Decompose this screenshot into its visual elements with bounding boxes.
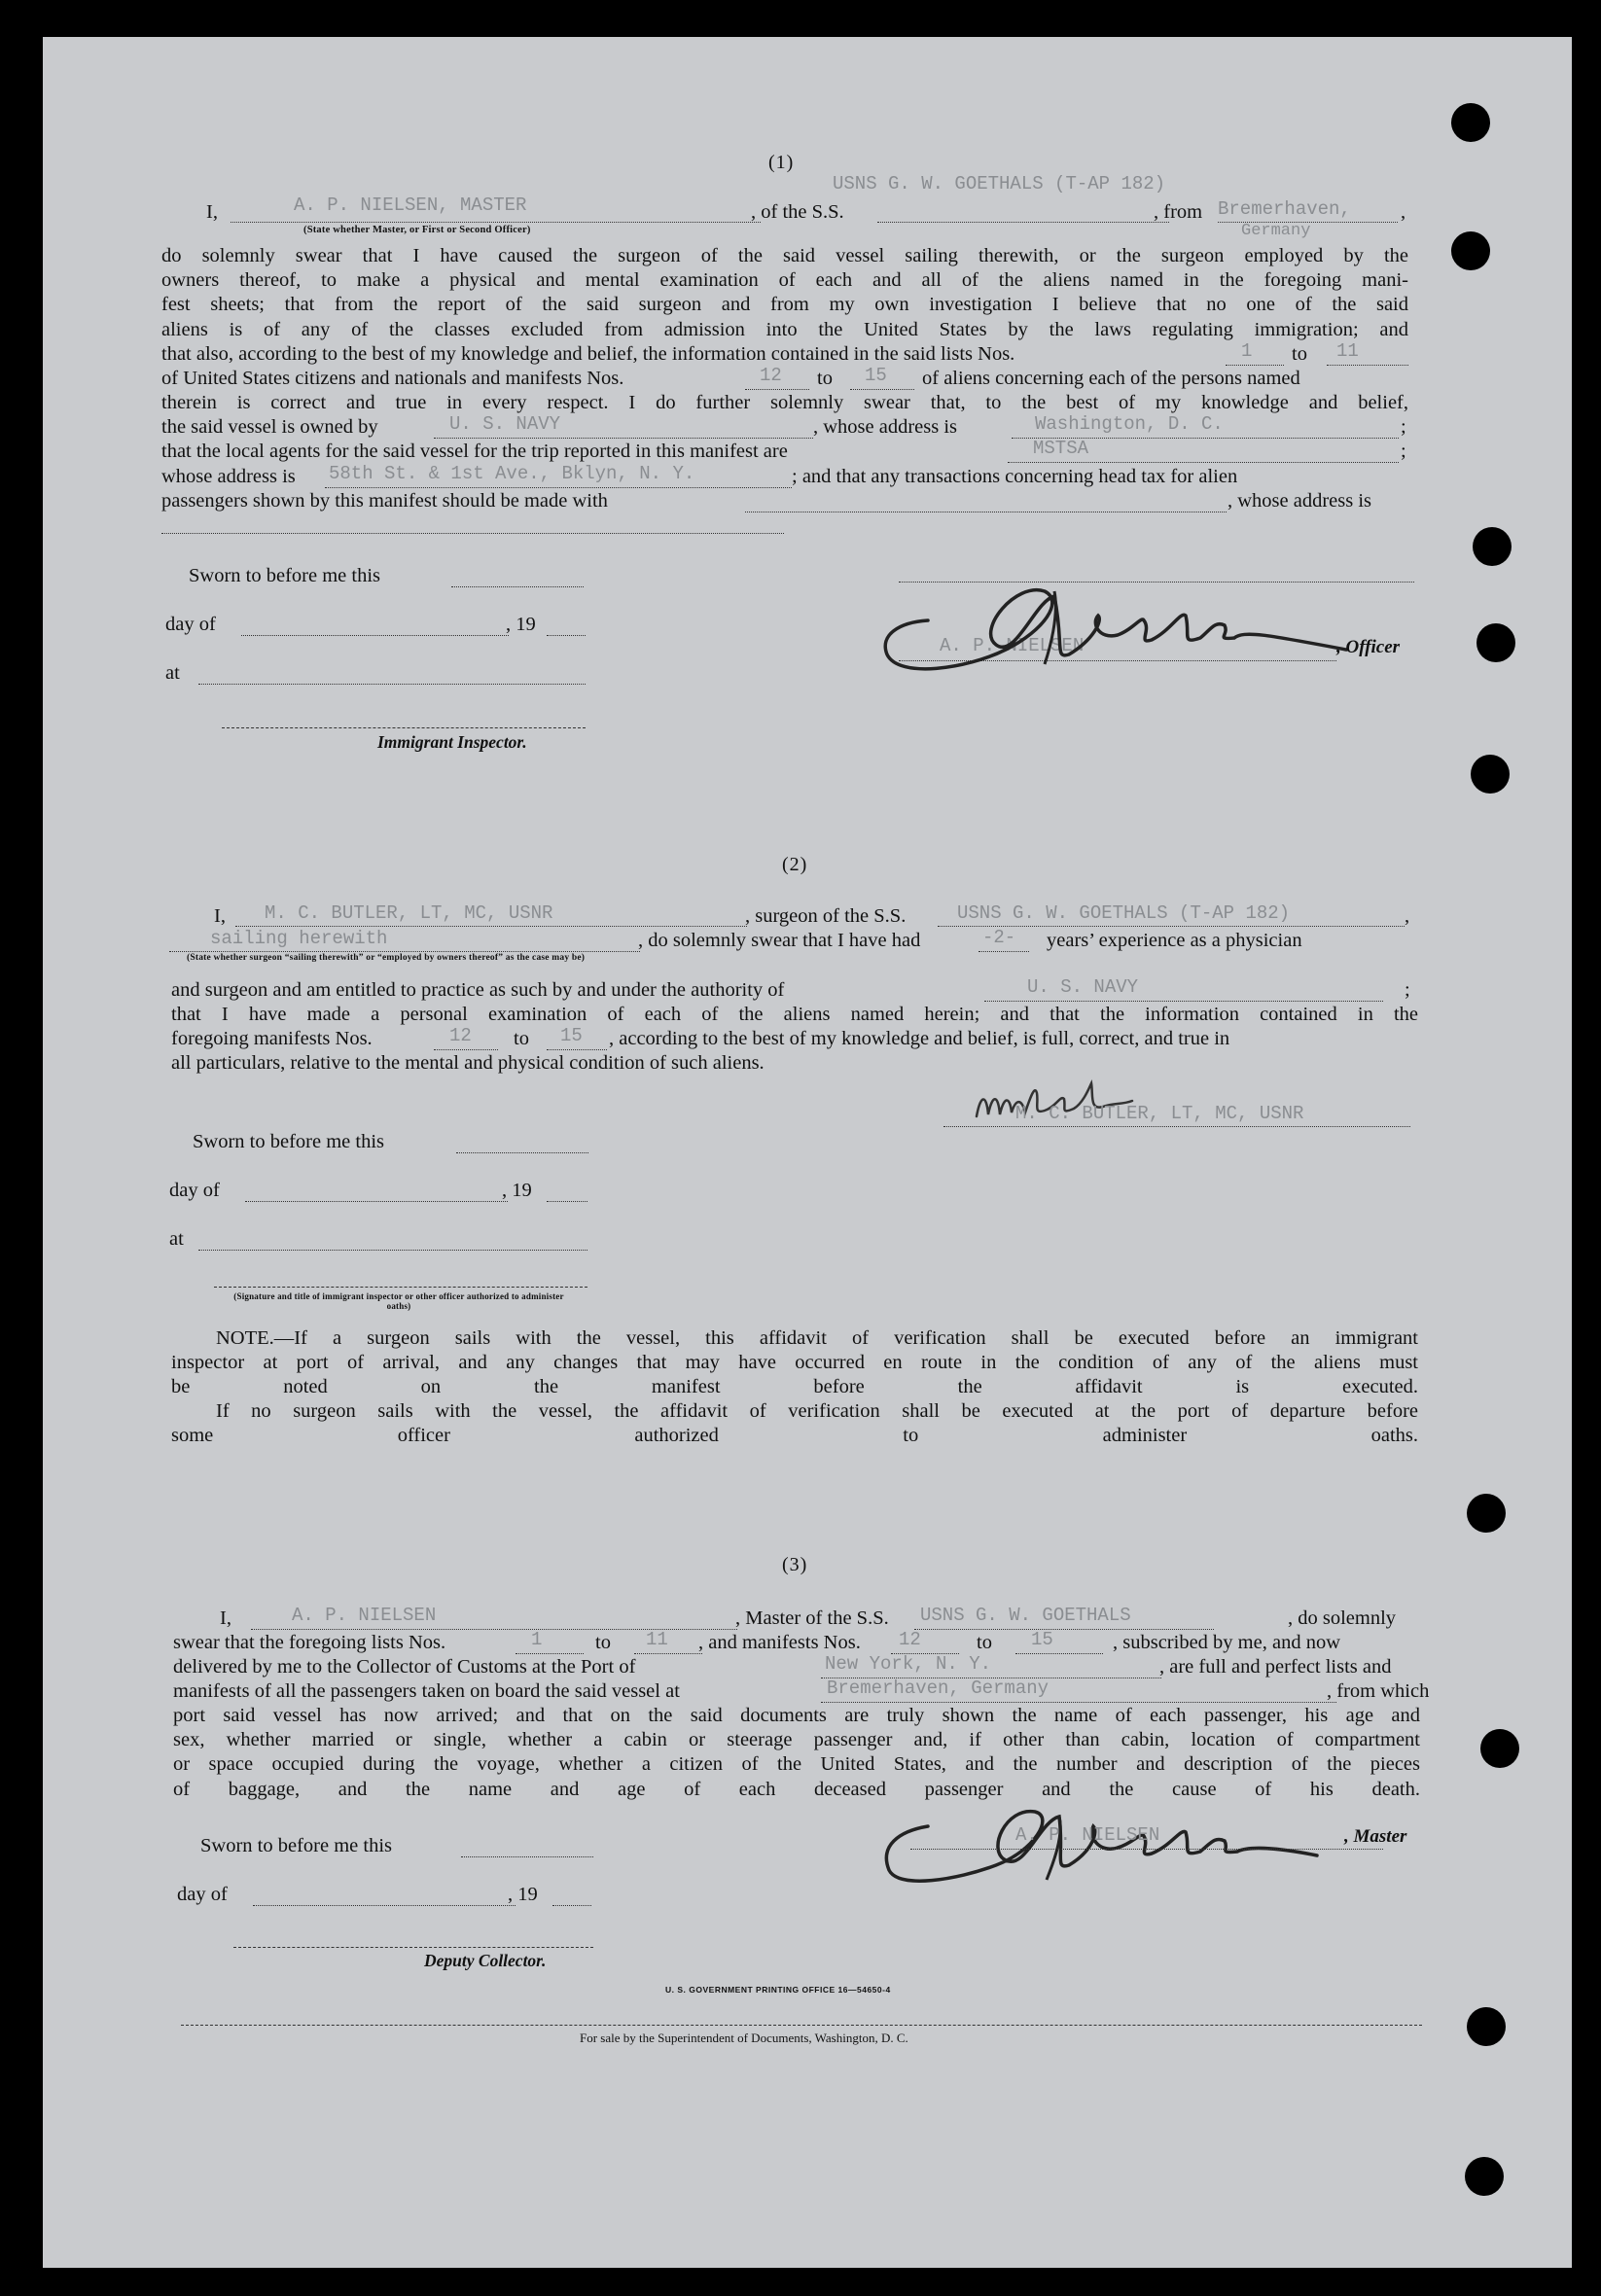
jurat-day: day of	[177, 1884, 228, 1905]
oath-line: , whose address is	[813, 416, 958, 438]
punch-hole	[1473, 527, 1512, 566]
field-label: , of the S.S.	[751, 201, 844, 223]
oath-intro: I,	[214, 905, 226, 927]
fill-line	[547, 1049, 607, 1050]
signature-line	[222, 727, 586, 728]
oath-body: port said vessel has now arrived; and that on the said documents are truly shown the name of each passenger, his age and sex, whether married or single, whether a cabin or steerage passenger and, if other than cabin, location of compartment or space occupied during the voyage, whether a citizen of the United States, and the number and description of the pieces of baggage, and the name and age of each deceased passenger and the cause of his death.	[173, 1705, 1420, 1800]
punctuation: ;	[1401, 416, 1406, 438]
master-name-typed: A. P. NIELSEN	[292, 1605, 437, 1626]
fill-line	[1327, 365, 1408, 366]
list-from-typed: 1	[1241, 340, 1253, 362]
fill-line	[1015, 1653, 1103, 1654]
fill-line	[547, 635, 586, 636]
fill-line	[245, 1201, 508, 1202]
oath-body: do solemnly swear that I have caused the surgeon of the said vessel sailing therewith, or the surgeon employed by the owners thereof, to make a physical and mental examination of each and all of the aliens named in the foregoing mani- fest sheets; that from the report of the said surgeon and from my own investigation I believe that no one of the said aliens is of any of the classes excluded from admission into the United States by the laws regulating immigration; and	[161, 245, 1408, 340]
fill-line	[325, 487, 792, 488]
field-label: to	[817, 368, 833, 389]
oath-line: that I have made a personal examination of each of the aliens named herein; and that the information contained in the	[171, 1004, 1418, 1025]
fill-line	[516, 1653, 584, 1654]
fill-line	[1226, 365, 1284, 366]
sailing-typed: sailing herewith	[210, 928, 388, 949]
master-name-typed: A. P. NIELSEN, MASTER	[294, 194, 527, 216]
field-label: , from	[1154, 201, 1203, 223]
jurat-year: , 19	[506, 614, 536, 635]
punch-hole	[1451, 103, 1490, 142]
vessel-name-typed: USNS G. W. GOETHALS (T-AP 182)	[957, 902, 1291, 924]
punch-hole	[1467, 1494, 1506, 1533]
oath-line: , do solemnly swear that I have had	[638, 930, 921, 951]
fill-line	[634, 1653, 702, 1654]
field-label: to	[595, 1632, 611, 1653]
oath-line: , according to the best of my knowledge and belief, is full, correct, and true in	[609, 1028, 1230, 1049]
jurat-sworn: Sworn to before me this	[193, 1131, 384, 1152]
oath-line: manifests of all the passengers taken on board the said vessel at	[173, 1680, 680, 1702]
fill-line	[547, 1201, 587, 1202]
field-label: to	[514, 1028, 529, 1049]
printing-office-imprint: U. S. GOVERNMENT PRINTING OFFICE 16—54650-4	[665, 1985, 891, 1995]
jurat-year: , 19	[502, 1180, 532, 1201]
fill-line	[914, 1629, 1214, 1630]
oath-line: , and manifests Nos.	[698, 1632, 861, 1653]
oath-line: passengers shown by this manifest should be made with	[161, 490, 608, 512]
signature-line	[910, 1849, 1383, 1850]
fill-line	[235, 926, 747, 927]
oath-line: and surgeon and am entitled to practice as such by and under the authority of	[171, 979, 785, 1001]
oath-line: , are full and perfect lists and	[1159, 1656, 1392, 1678]
punctuation: ,	[1401, 201, 1406, 223]
manifest-page	[43, 37, 1572, 2268]
fill-line	[1218, 222, 1398, 223]
oath-line: the said vessel is owned by	[161, 416, 378, 438]
manifest-from-typed: 12	[760, 365, 782, 386]
officer-signature	[860, 562, 1366, 679]
jurat-day: day of	[169, 1180, 220, 1201]
fill-line	[198, 1250, 587, 1251]
oath-line: , from which	[1327, 1680, 1430, 1702]
fill-line	[434, 438, 813, 439]
port-typed: New York, N. Y.	[825, 1653, 992, 1675]
oath-line: that the local agents for the said vessel for the trip reported in this manifest are	[161, 441, 788, 462]
manifest-to-typed: 15	[1031, 1629, 1053, 1650]
oath-line: delivered by me to the Collector of Customs at the Port of	[173, 1656, 636, 1678]
field-caption: (State whether Master, or First or Second Officer)	[303, 225, 531, 235]
oath-intro: I,	[220, 1607, 231, 1629]
jurat-at: at	[165, 662, 180, 684]
punch-hole	[1465, 2157, 1504, 2196]
oath-line: of aliens concerning each of the persons named	[922, 368, 1300, 389]
list-to-typed: 11	[646, 1629, 668, 1650]
section-number: (2)	[782, 854, 808, 875]
fill-line	[198, 684, 586, 685]
punch-hole	[1467, 2007, 1506, 2046]
collector-caption: Deputy Collector.	[424, 1951, 547, 1970]
list-to-typed: 11	[1336, 340, 1359, 362]
fill-line	[231, 222, 761, 223]
oath-line: of United States citizens and nationals and manifests Nos.	[161, 368, 624, 389]
departure-country-typed: Germany	[1241, 222, 1311, 240]
surgeon-name-typed: M. C. BUTLER, LT, MC, USNR	[265, 902, 553, 924]
field-label: , Master of the S.S.	[735, 1607, 889, 1629]
oath-line: that also, according to the best of my knowledge and belief, the information contained in the said lists Nos.	[161, 343, 1015, 365]
agents-address-typed: 58th St. & 1st Ave., Bklyn, N. Y.	[329, 463, 695, 484]
fill-line	[850, 389, 914, 390]
signature-line	[214, 1287, 587, 1288]
note-paragraph: NOTE.—If a surgeon sails with the vessel, this affidavit of verification shall be executed before an immigrant inspector at port of arrival, and any changes that may have occurred en route in the condition of any of the aliens must be noted on the manifest before the affidavit is executed.	[171, 1327, 1418, 1398]
oath-line: therein is correct and true in every respect. I do further solemnly swear that, to the best of my knowledge and belief,	[161, 392, 1408, 413]
oath-line: , do solemnly	[1288, 1607, 1397, 1629]
field-label: , surgeon of the S.S.	[745, 905, 907, 927]
punctuation: ;	[1405, 979, 1410, 1001]
oath-line: foregoing manifests Nos.	[171, 1028, 373, 1049]
manifest-from-typed: 12	[899, 1629, 921, 1650]
fill-line	[821, 1702, 1336, 1703]
field-label: to	[1292, 343, 1307, 365]
fill-line	[434, 1049, 498, 1050]
officer-caption: , Officer	[1336, 637, 1401, 657]
punctuation: ,	[1405, 905, 1410, 927]
field-caption: (State whether surgeon “sailing therewith” or “employed by owners thereof” as the case may be)	[187, 953, 586, 963]
inspector-caption: (Signature and title of immigrant inspector or other officer authorized to administer oaths)	[233, 1291, 564, 1311]
master-name-typed-signature: A. P. NIELSEN	[1015, 1824, 1160, 1846]
sale-notice: For sale by the Superintendent of Documents, Washington, D. C.	[580, 2031, 908, 2045]
fill-line	[241, 635, 509, 636]
fill-line	[456, 1152, 588, 1153]
oath-line: , subscribed by me, and now	[1113, 1632, 1340, 1653]
fill-line	[161, 533, 784, 534]
oath-intro: I,	[206, 201, 218, 223]
inspector-caption: Immigrant Inspector.	[377, 732, 527, 752]
fill-line	[169, 951, 640, 952]
oath-line: all particulars, relative to the mental and physical condition of such aliens.	[171, 1052, 765, 1074]
jurat-day: day of	[165, 614, 216, 635]
oath-line: whose address is	[161, 466, 296, 487]
signature-line	[233, 1947, 593, 1948]
fill-line	[1008, 462, 1399, 463]
manifest-to-typed: 15	[865, 365, 887, 386]
surgeon-name-typed-signature: M. C. BUTLER, LT, MC, USNR	[1015, 1103, 1304, 1124]
jurat-at: at	[169, 1228, 184, 1250]
fill-line	[451, 586, 584, 587]
fill-line	[552, 1905, 591, 1906]
fill-line	[745, 389, 809, 390]
punch-hole	[1480, 1729, 1519, 1768]
vessel-name-typed: USNS G. W. GOETHALS (T-AP 182)	[833, 173, 1166, 194]
signature-line	[943, 1126, 1410, 1127]
punctuation: ;	[1401, 441, 1406, 462]
vessel-name-typed: USNS G. W. GOETHALS	[920, 1605, 1131, 1626]
fill-line	[253, 1905, 516, 1906]
section-number: (3)	[782, 1554, 808, 1575]
manifest-from-typed: 12	[449, 1025, 472, 1046]
owner-typed: U. S. NAVY	[449, 413, 561, 435]
fill-line	[877, 222, 1169, 223]
oath-line: , whose address is	[1227, 490, 1372, 512]
agents-typed: MSTSA	[1033, 438, 1089, 459]
fill-line	[984, 1001, 1383, 1002]
departure-port-typed: Bremerhaven,	[1218, 198, 1351, 220]
oath-line: swear that the foregoing lists Nos.	[173, 1632, 446, 1653]
oath-line: years’ experience as a physician	[1047, 930, 1302, 951]
punch-hole	[1451, 231, 1490, 270]
punch-hole	[1471, 755, 1510, 794]
field-label: to	[977, 1632, 992, 1653]
fill-line	[461, 1856, 593, 1857]
fill-line	[978, 951, 1029, 952]
master-caption: , Master	[1344, 1826, 1407, 1847]
section-number: (1)	[768, 152, 795, 173]
punch-hole	[1476, 623, 1515, 662]
years-typed: -2-	[982, 927, 1016, 948]
jurat-sworn: Sworn to before me this	[200, 1835, 392, 1856]
officer-name-typed: A. P. NIELSEN	[940, 635, 1085, 656]
owner-address-typed: Washington, D. C.	[1035, 413, 1224, 435]
note-paragraph: If no surgeon sails with the vessel, the affidavit of verification shall be executed at the port of departure before some officer authorized to administer oaths.	[171, 1400, 1418, 1447]
embark-port-typed: Bremerhaven, Germany	[827, 1678, 1050, 1699]
oath-line: ; and that any transactions concerning head tax for alien	[792, 466, 1238, 487]
list-from-typed: 1	[531, 1629, 543, 1650]
jurat-year: , 19	[508, 1884, 538, 1905]
authority-typed: U. S. NAVY	[1027, 976, 1139, 998]
footer-rule	[181, 2025, 1422, 2026]
jurat-sworn: Sworn to before me this	[189, 565, 380, 586]
manifest-to-typed: 15	[560, 1025, 583, 1046]
